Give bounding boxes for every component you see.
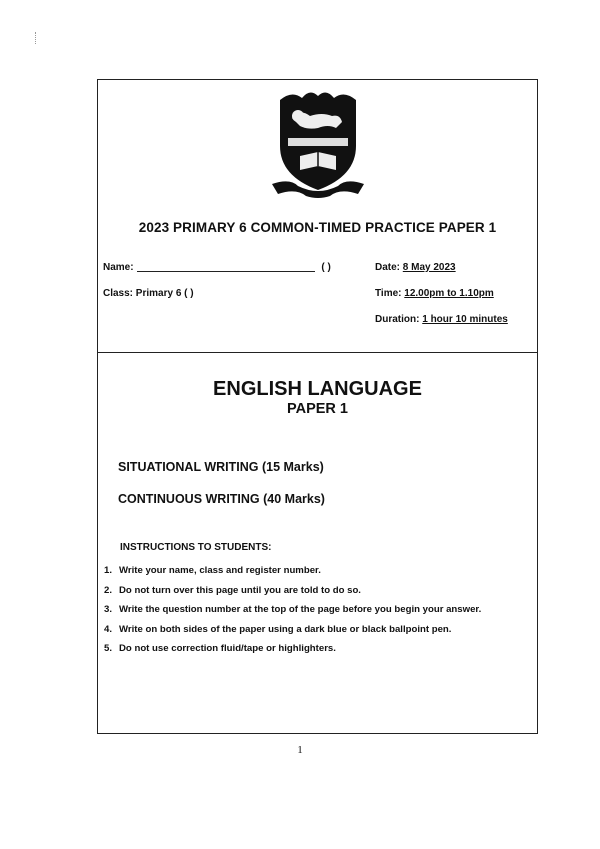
name-input-line[interactable] xyxy=(137,271,315,272)
class-label: Class: xyxy=(103,288,134,299)
date-label: Date: xyxy=(375,262,401,273)
register-brackets: ( ) xyxy=(321,262,331,273)
section-divider xyxy=(98,352,537,353)
date-value: 8 May 2023 xyxy=(402,262,456,273)
instruction-item: 3. Write the question number at the top of the page before you begin your answer. xyxy=(104,604,482,615)
time-label: Time: xyxy=(375,288,402,299)
instructions-heading: INSTRUCTIONS TO STUDENTS: xyxy=(120,542,272,553)
class-field xyxy=(103,288,194,299)
instructions-list xyxy=(104,565,481,663)
time-field xyxy=(375,288,494,299)
instruction-item: 4. Write on both sides of the paper using a dark blue or black ballpoint pen. xyxy=(104,623,452,635)
time-value: 12.00pm to 1.10pm xyxy=(404,288,494,299)
instruction-item: 2. Do not turn over this page until you are told to do so. xyxy=(104,584,361,596)
class-value: Primary 6 ( ) xyxy=(135,288,194,299)
duration-value: 1 hour 10 minutes xyxy=(422,314,508,325)
date-field xyxy=(375,262,456,273)
section-continuous: CONTINUOUS WRITING (40 Marks) xyxy=(118,492,325,506)
paper-number: PAPER 1 xyxy=(287,401,348,417)
instruction-item: 1. Write your name, class and register number. xyxy=(104,565,321,576)
school-crest-icon xyxy=(270,86,366,202)
scan-artifact xyxy=(35,32,38,44)
name-field xyxy=(103,262,331,273)
paper-title: 2023 PRIMARY 6 COMMON-TIMED PRACTICE PAPER 1 xyxy=(138,220,497,235)
subject-title: ENGLISH LANGUAGE xyxy=(213,378,422,400)
name-label: Name: xyxy=(103,262,134,273)
cover-frame xyxy=(97,79,538,734)
section-situational: SITUATIONAL WRITING (15 Marks) xyxy=(118,460,324,474)
instruction-item: 5. Do not use correction fluid/tape or highlighters. xyxy=(104,643,336,654)
duration-label: Duration: xyxy=(375,314,420,325)
duration-field xyxy=(375,314,508,325)
page-number: 1 xyxy=(297,744,303,756)
